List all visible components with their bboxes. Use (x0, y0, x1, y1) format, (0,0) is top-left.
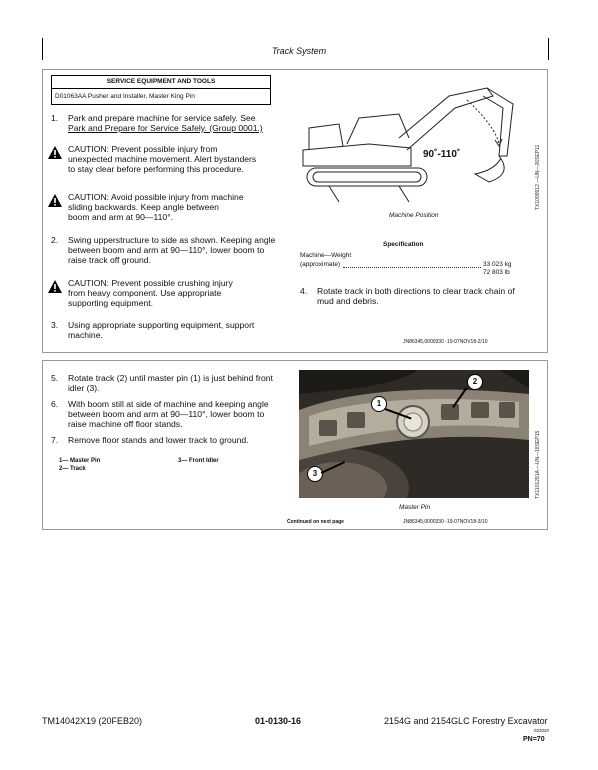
step4-line2: mud and debris. (317, 296, 379, 306)
footer-page-number: PN=70 (523, 736, 545, 743)
equipment-item: D01063AA Pusher and Installer, Master King Pin (55, 93, 195, 100)
step2-line3: raise track off ground. (68, 255, 151, 265)
caution1-line2: unexpected machine movement. Alert bystanders (68, 154, 257, 164)
caution1-line1: CAUTION: Prevent possible injury from (68, 144, 218, 154)
step1-line1: Park and prepare machine for service safely. See (68, 113, 256, 123)
figure-caption: Machine Position (389, 212, 439, 219)
warning-triangle-icon (48, 280, 62, 293)
step-number: 5. (51, 373, 59, 383)
figure-side-code: TX1099912 —UN—26SEP11 (535, 144, 541, 210)
section-reference-code: JN86345,0000330 -19-07NOV18-2/10 (403, 339, 488, 345)
caution3-line2: from heavy component. Use appropriate (68, 288, 222, 298)
caution2-line3: boom and arm at 90—110°. (68, 212, 174, 222)
footer-page-ref: 01-0130-16 (255, 716, 302, 726)
caution2-line1: CAUTION: Avoid possible injury from machine (68, 192, 244, 202)
equipment-table-header: SERVICE EQUIPMENT AND TOOLS (106, 78, 216, 85)
master-pin-photo-art (299, 370, 529, 498)
warning-triangle-icon (48, 146, 62, 159)
caution2-line2: sliding backwards. Keep angle between (68, 202, 219, 212)
machine-position-illustration (299, 78, 531, 206)
callout-master-pin: 1 (371, 396, 387, 412)
legend-item-track: 2— Track (59, 466, 86, 472)
section-master-pin (42, 360, 548, 530)
spec-label-line2: (approximate) (300, 261, 341, 268)
master-pin-photo (299, 370, 529, 498)
footer-manual-id: TM14042X19 (20FEB20) (42, 716, 143, 726)
footer-model-title: 2154G and 2154GLC Forestry Excavator (384, 716, 548, 726)
step2-line2: between boom and arm at 90—110°, lower boom to (68, 245, 265, 255)
step-number: 2. (51, 235, 59, 245)
equipment-table (51, 75, 271, 105)
spec-value-lb: 72 803 lb (483, 269, 510, 276)
spec-leader-dots (343, 267, 481, 268)
section-reference-code: JN86345,0000330 -19-07NOV18-3/10 (403, 519, 488, 525)
footer-date-code: 022020 (534, 728, 550, 733)
spec-label-line1: Machine—Weight (300, 252, 352, 259)
step1-link-park-and-prepare[interactable]: Park and Prepare for Service Safely. (Group 0001.) (68, 123, 263, 133)
callout-front-idler: 3 (307, 466, 323, 482)
step3-line1: Using appropriate supporting equipment, support (68, 320, 255, 330)
spec-value-kg: 33 023 kg (483, 261, 512, 268)
caution3-line3: supporting equipment. (68, 298, 154, 308)
angle-label: 90˚-110˚ (423, 149, 461, 160)
step2-line1: Swing upperstructure to side as shown. Keeping angle (68, 235, 276, 245)
photo-side-code: TX1101291A —UN—18SEP15 (535, 430, 541, 499)
callout-track: 2 (467, 374, 483, 390)
page-header-title: Track System (271, 46, 327, 56)
legend-item-master-pin: 1— Master Pin (59, 458, 101, 464)
step6-line1: With boom still at side of machine and keeping angle (68, 399, 269, 409)
step5-line2: idler (3). (68, 383, 100, 393)
caution3-line1: CAUTION: Prevent possible crushing injury (68, 278, 233, 288)
step3-line2: machine. (68, 330, 103, 340)
step-number: 6. (51, 399, 59, 409)
spec-title: Specification (383, 241, 424, 248)
legend-item-front-idler: 3— Front Idler (178, 458, 219, 464)
step6-line3: raise machine off floor stands. (68, 419, 183, 429)
step-number: 3. (51, 320, 59, 330)
step-number: 7. (51, 435, 59, 445)
caution1-line3: to stay clear before performing this procedure. (68, 164, 244, 174)
step6-line2: between boom and arm at 90—110°, lower boom to (68, 409, 265, 419)
section-machine-position (42, 69, 548, 353)
continued-note: Continued on next page (287, 519, 344, 525)
table-divider (52, 88, 270, 89)
step7-line1: Remove floor stands and lower track to ground. (68, 435, 249, 445)
photo-caption: Master Pin (399, 504, 431, 511)
step4-line1: Rotate track in both directions to clear track chain of (317, 286, 515, 296)
step5-line1: Rotate track (2) until master pin (1) is just behind front (68, 373, 273, 383)
step-number: 1. (51, 113, 59, 123)
warning-triangle-icon (48, 194, 62, 207)
step-number: 4. (300, 286, 308, 296)
